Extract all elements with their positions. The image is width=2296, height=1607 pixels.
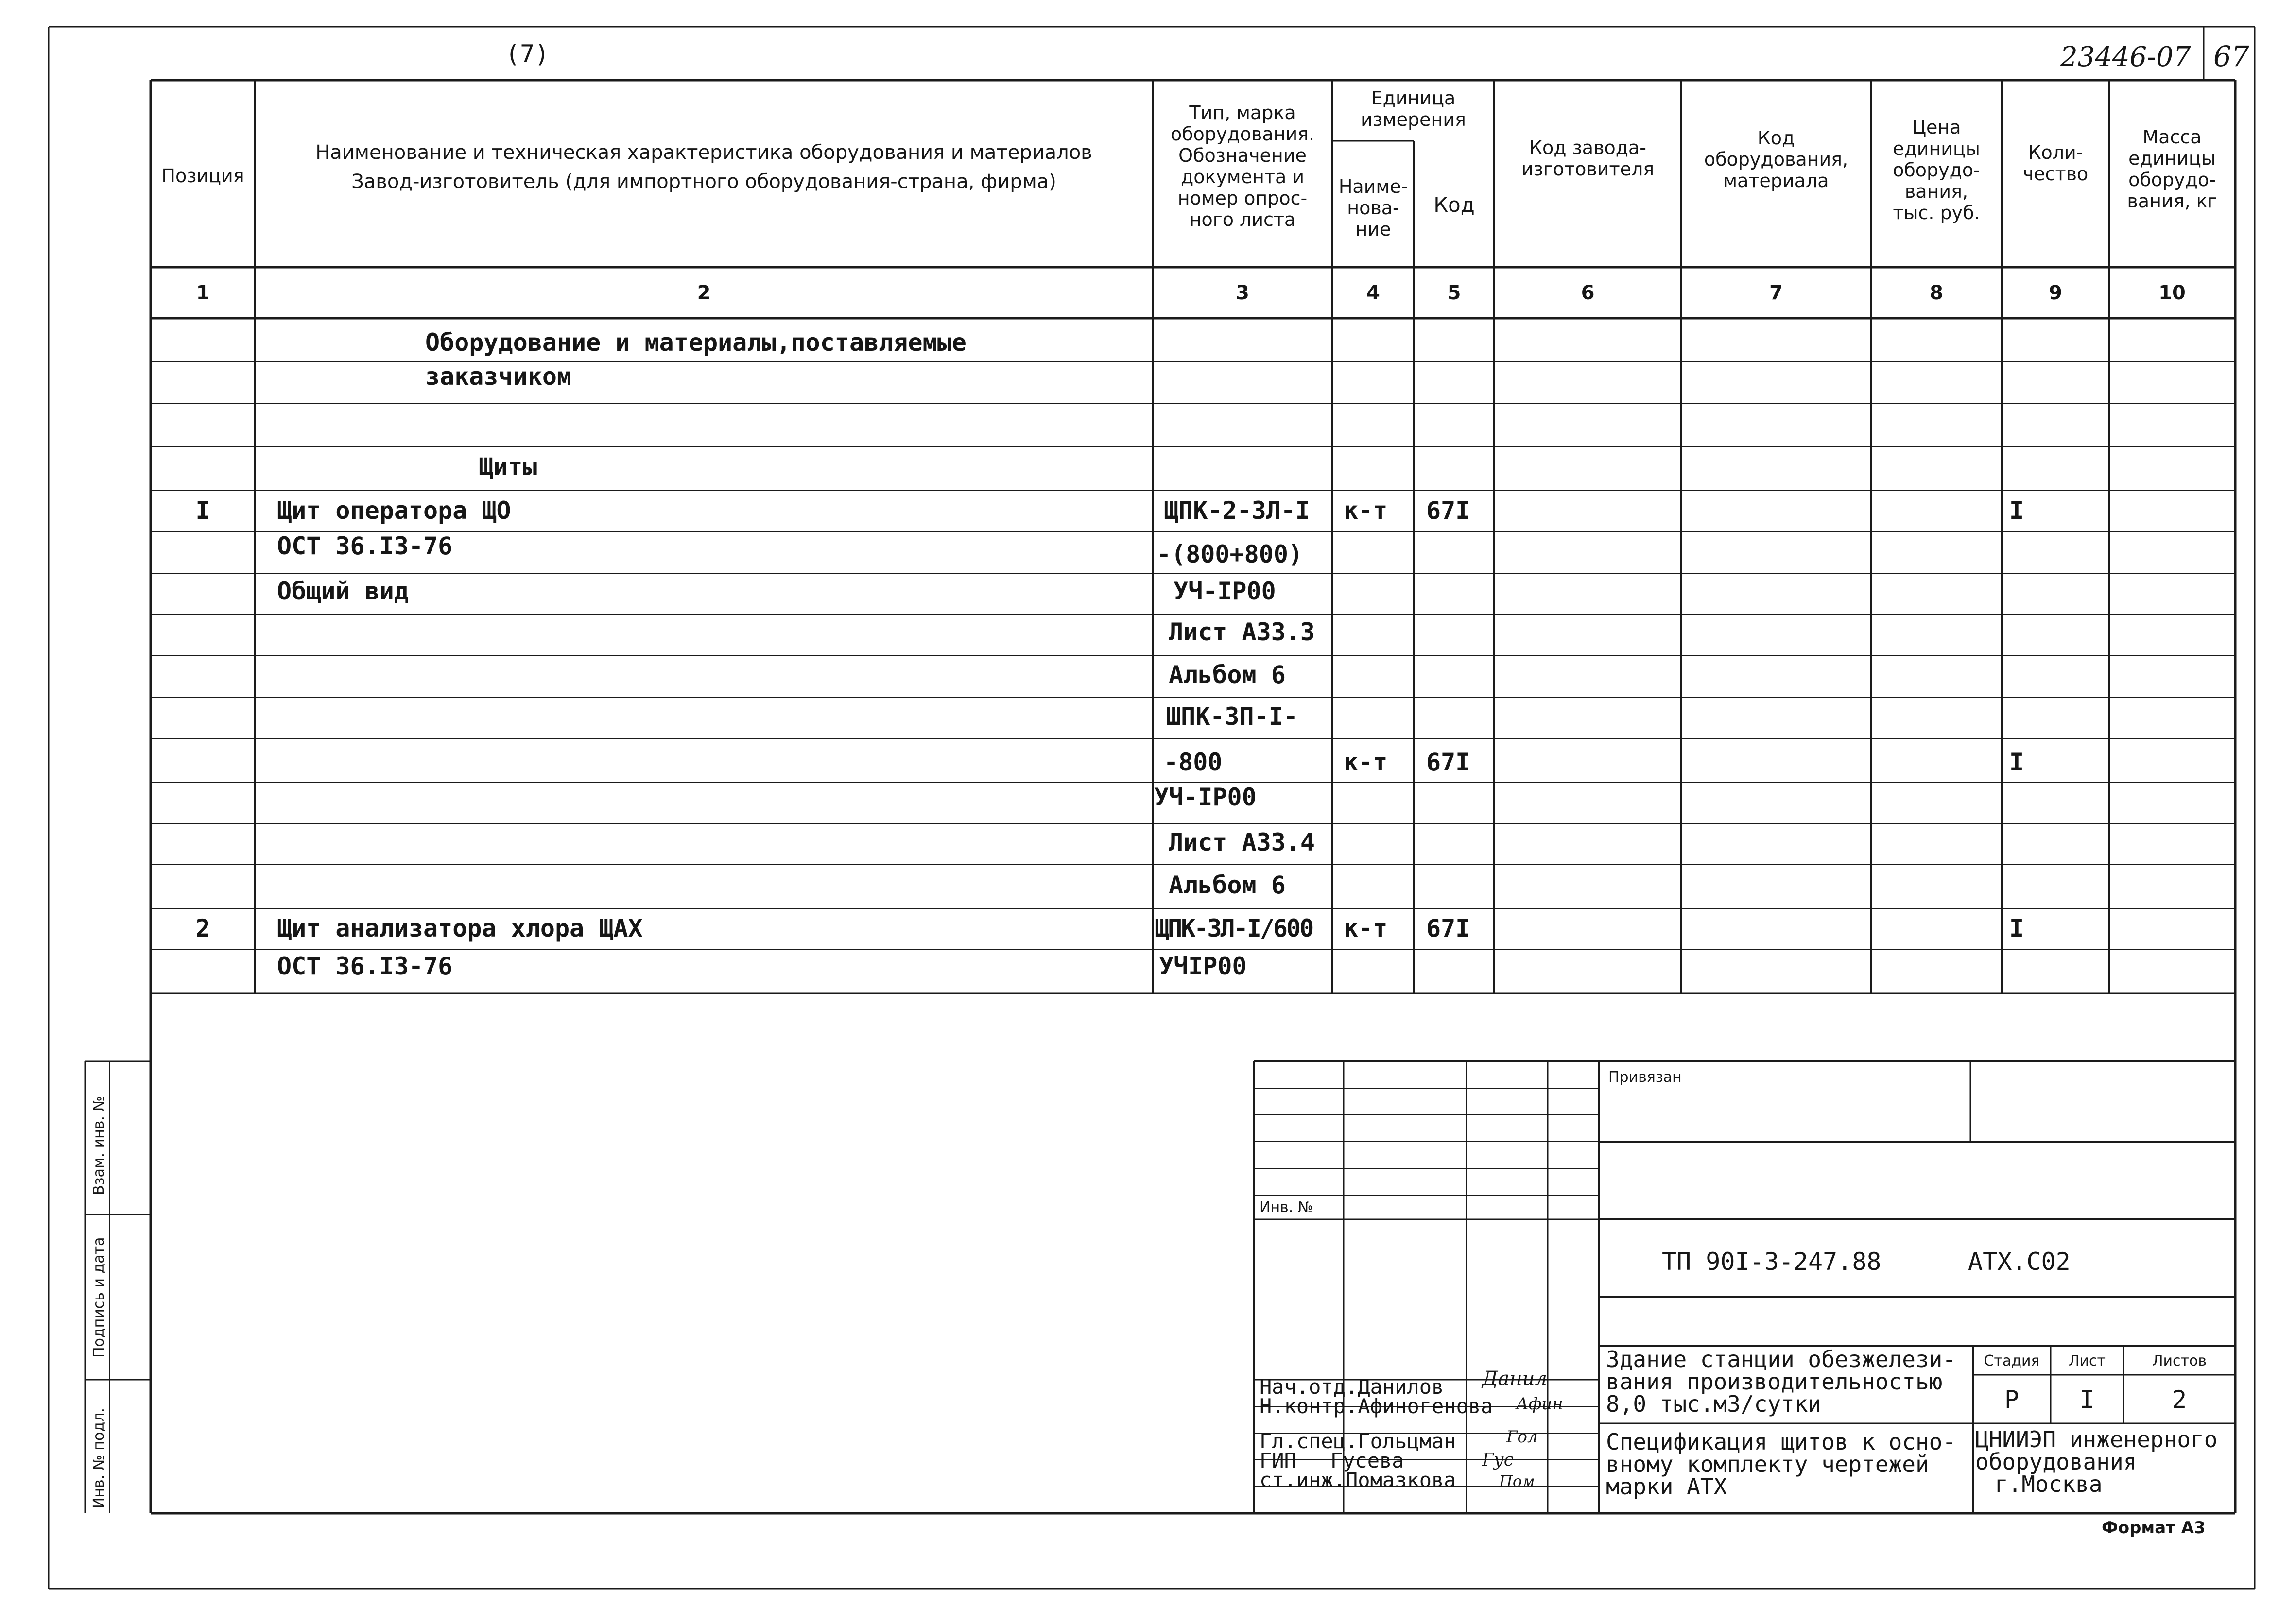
inv-no-label: Инв. № <box>1260 1199 1313 1216</box>
organization: ЦНИИЭП инженерного оборудования г.Москва <box>1975 1426 2218 1497</box>
table-row-name: Щит анализатора хлора ЩАХ <box>277 914 643 942</box>
signatory-role: Н.контр. <box>1260 1394 1358 1418</box>
header-mass: Масса единицы оборудо- вания, кг <box>2127 126 2217 212</box>
signatory-row <box>1260 1468 1456 1492</box>
header-unit-code: Код <box>1433 193 1475 217</box>
format-label: Формат А3 <box>2102 1518 2206 1538</box>
table-row-type: ЩПК-2-ЗЛ-I <box>1164 496 1311 525</box>
column-number: 1 <box>196 282 210 304</box>
header-price: Цена единицы оборудо- вания, тыс. руб. <box>1893 117 1980 223</box>
section-title: Щиты <box>479 453 537 481</box>
signatory-row <box>1260 1394 1493 1418</box>
signatory-name: Афиногенова <box>1358 1394 1493 1418</box>
header-qty: Коли- чество <box>2022 142 2089 185</box>
table-row-type: -(800+800) <box>1157 540 1303 568</box>
table-row-type: -800 <box>1164 748 1223 776</box>
signatory-name: Гольцман <box>1358 1429 1456 1453</box>
signatory-role: ст.инж. <box>1260 1468 1346 1492</box>
signatory-row <box>1260 1375 1444 1399</box>
side-stamp-podpis: Подпись и дата <box>90 1237 107 1358</box>
table-row-name: Общий вид <box>277 577 409 605</box>
spec-description: Спецификация щитов к осно- вному комплекту чертежей марки АТХ <box>1606 1429 1956 1500</box>
table-row-unit: к-т <box>1344 496 1388 525</box>
side-stamp-vzam: Взам. инв. № <box>90 1096 107 1195</box>
table-row-name: Оборудование и материалы,поставляемые <box>425 328 967 357</box>
table-row-type: ШПК-ЗП-I- <box>1166 702 1298 731</box>
table-row-name: ОСТ 36.I3-76 <box>277 532 453 560</box>
table-row-type: Альбом 6 <box>1169 871 1286 899</box>
table-row-code: 67I <box>1426 496 1470 525</box>
signatory-row <box>1260 1449 1404 1472</box>
header-type: Тип, марка оборудования. Обозначение документа и номер опрос- ного листа <box>1170 102 1315 230</box>
side-stamp-inv-podl: Инв. № подл. <box>90 1408 107 1508</box>
column-number: 10 <box>2158 282 2186 304</box>
column-number: 5 <box>1447 282 1461 304</box>
header-name-line2: Завод-изготовитель (для импортного оборудования-страна, фирма) <box>351 171 1056 193</box>
column-number: 3 <box>1236 282 1249 304</box>
stage-label: Стадия <box>1984 1352 2040 1369</box>
column-number: 7 <box>1769 282 1783 304</box>
signatory-name: Гусева <box>1330 1449 1404 1472</box>
table-row-position: I <box>195 496 210 525</box>
table-row-type: ЩПК-ЗЛ-I/600 <box>1155 914 1313 942</box>
signatory-name: Данилов <box>1358 1375 1444 1399</box>
column-number: 2 <box>697 282 711 304</box>
table-row-type: Альбом 6 <box>1169 661 1286 689</box>
table-row-code: 67I <box>1426 914 1470 942</box>
stage-value: Р <box>2004 1385 2020 1414</box>
table-row-qty: I <box>2009 496 2024 525</box>
header-position: Позиция <box>161 165 244 187</box>
table-row-qty: I <box>2009 748 2024 776</box>
signatory-row <box>1260 1429 1456 1453</box>
building-description: Здание станции обезжелези- вания производительностью 8,0 тыс.м3/сутки <box>1606 1346 1956 1417</box>
table-row-type: УЧ-IP00 <box>1174 577 1276 605</box>
signature: Пом <box>1499 1472 1535 1490</box>
sheet-value: I <box>2079 1385 2095 1414</box>
signatory-role: Гл.спец. <box>1260 1429 1358 1453</box>
table-row-code: 67I <box>1426 748 1470 776</box>
header-name-line1: Наименование и техническая характеристика оборудования и материалов <box>315 141 1092 164</box>
table-row-name: ОСТ 36.I3-76 <box>277 952 453 980</box>
table-row-unit: к-т <box>1344 748 1388 776</box>
table-row-name: заказчиком <box>425 362 572 391</box>
column-number: 8 <box>1930 282 1943 304</box>
table-row-position: 2 <box>195 914 210 942</box>
table-row-type: Лист А33.3 <box>1169 618 1315 646</box>
sheets-value: 2 <box>2172 1385 2187 1414</box>
sheets-label: Листов <box>2152 1352 2207 1369</box>
header-unit-name: Наиме- нова- ние <box>1338 176 1408 240</box>
signature: Гол <box>1506 1427 1538 1447</box>
header-plant-code: Код завода- изготовителя <box>1521 137 1655 180</box>
signature: Данил <box>1482 1368 1547 1390</box>
table-row-unit: к-т <box>1344 914 1388 942</box>
column-number: 6 <box>1581 282 1595 304</box>
privyazan-label: Привязан <box>1608 1069 1682 1086</box>
document-mark: АТХ.С02 <box>1968 1248 2071 1276</box>
signatory-role: Нач.отд. <box>1260 1375 1358 1399</box>
table-row-type: УЧIP00 <box>1159 952 1247 980</box>
table-row-type: Лист А33.4 <box>1169 828 1315 856</box>
header-unit-group: Единица измерения <box>1361 87 1466 130</box>
table-row-type: УЧ-IP00 <box>1154 783 1257 811</box>
column-number: 4 <box>1366 282 1380 304</box>
page-number: 67 <box>2213 40 2249 73</box>
column-number: 9 <box>2049 282 2062 304</box>
document-designation: ТП 90I-3-247.88 <box>1662 1248 1882 1276</box>
sheet-label: Лист <box>2068 1352 2106 1369</box>
signature: Гус <box>1482 1450 1514 1470</box>
signature: Афин <box>1516 1394 1563 1414</box>
table-row-qty: I <box>2009 914 2024 942</box>
header-equip-code: Код оборудования, материала <box>1704 127 1848 191</box>
table-row-name: Щит оператора ЩО <box>277 496 511 525</box>
document-code: 23446-07 <box>2060 41 2191 73</box>
signatory-role: ГИП <box>1260 1449 1296 1472</box>
signatory-name: Помазкова <box>1346 1468 1456 1492</box>
page-marker: (7) <box>505 40 550 68</box>
